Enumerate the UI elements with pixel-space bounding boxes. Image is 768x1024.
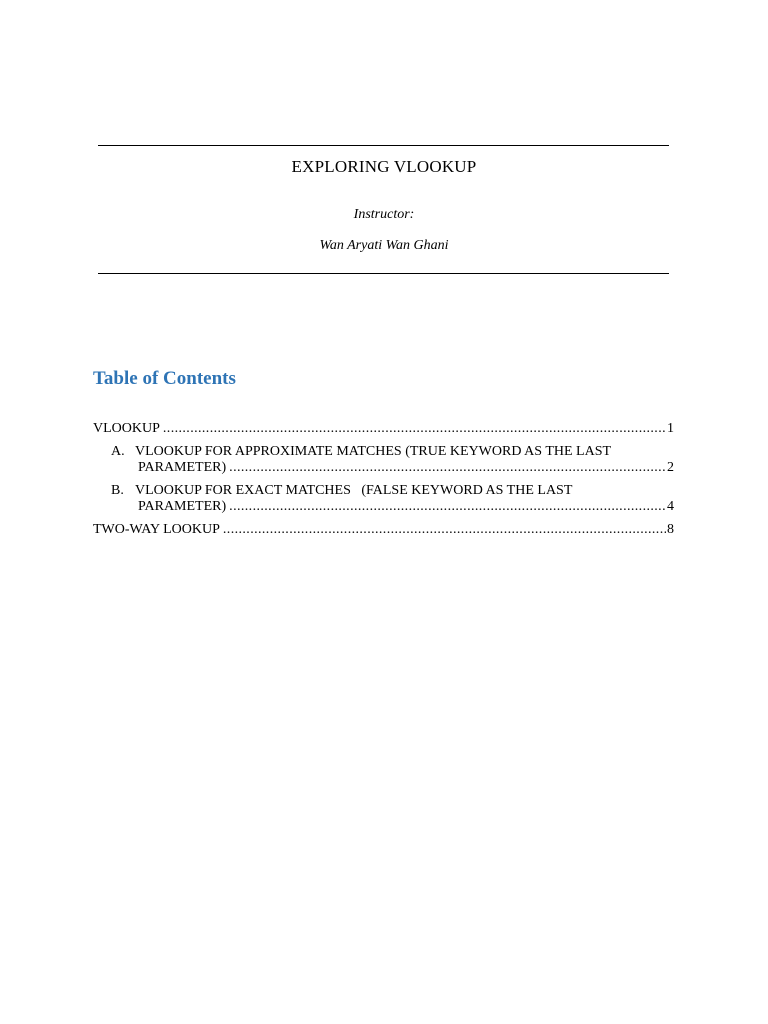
toc-entry-marker-b: B. — [111, 483, 124, 498]
toc-entry-text: VLOOKUP — [93, 421, 160, 436]
toc-page-number: 1 — [667, 421, 674, 436]
toc-entry-vlookup[interactable] — [93, 420, 674, 437]
toc-entry-text: PARAMETER) — [138, 499, 227, 514]
toc-entry-marker-a: A. — [111, 444, 125, 459]
toc-entry-approximate[interactable] — [138, 459, 674, 476]
toc-entry-exact-line1[interactable]: VLOOKUP FOR EXACT MATCHES (FALSE KEYWORD AS THE LAST — [135, 483, 573, 498]
toc-dot-leader — [229, 498, 666, 515]
toc-page-number: 4 — [667, 499, 674, 514]
toc-page-number: 2 — [667, 460, 674, 475]
document-title: EXPLORING VLOOKUP — [291, 157, 477, 176]
bottom-rule — [98, 273, 669, 274]
toc-entry-text: TWO-WAY LOOKUP — [93, 522, 220, 537]
instructor-name: Wan Aryati Wan Ghani — [319, 238, 449, 253]
toc-page-number: 8 — [667, 522, 674, 537]
toc-dot-leader — [229, 459, 666, 476]
toc-heading: Table of Contents — [93, 368, 236, 389]
toc-dot-leader — [223, 521, 666, 538]
toc-entry-text: PARAMETER) — [138, 460, 227, 475]
top-rule — [98, 145, 669, 146]
instructor-label: Instructor: — [353, 207, 415, 222]
toc-entry-exact[interactable] — [138, 498, 674, 515]
toc-entry-two-way-lookup[interactable] — [93, 521, 674, 538]
toc-dot-leader — [163, 420, 666, 437]
toc-entry-approximate-line1[interactable]: VLOOKUP FOR APPROXIMATE MATCHES (TRUE KEYWORD AS THE LAST — [135, 444, 612, 459]
